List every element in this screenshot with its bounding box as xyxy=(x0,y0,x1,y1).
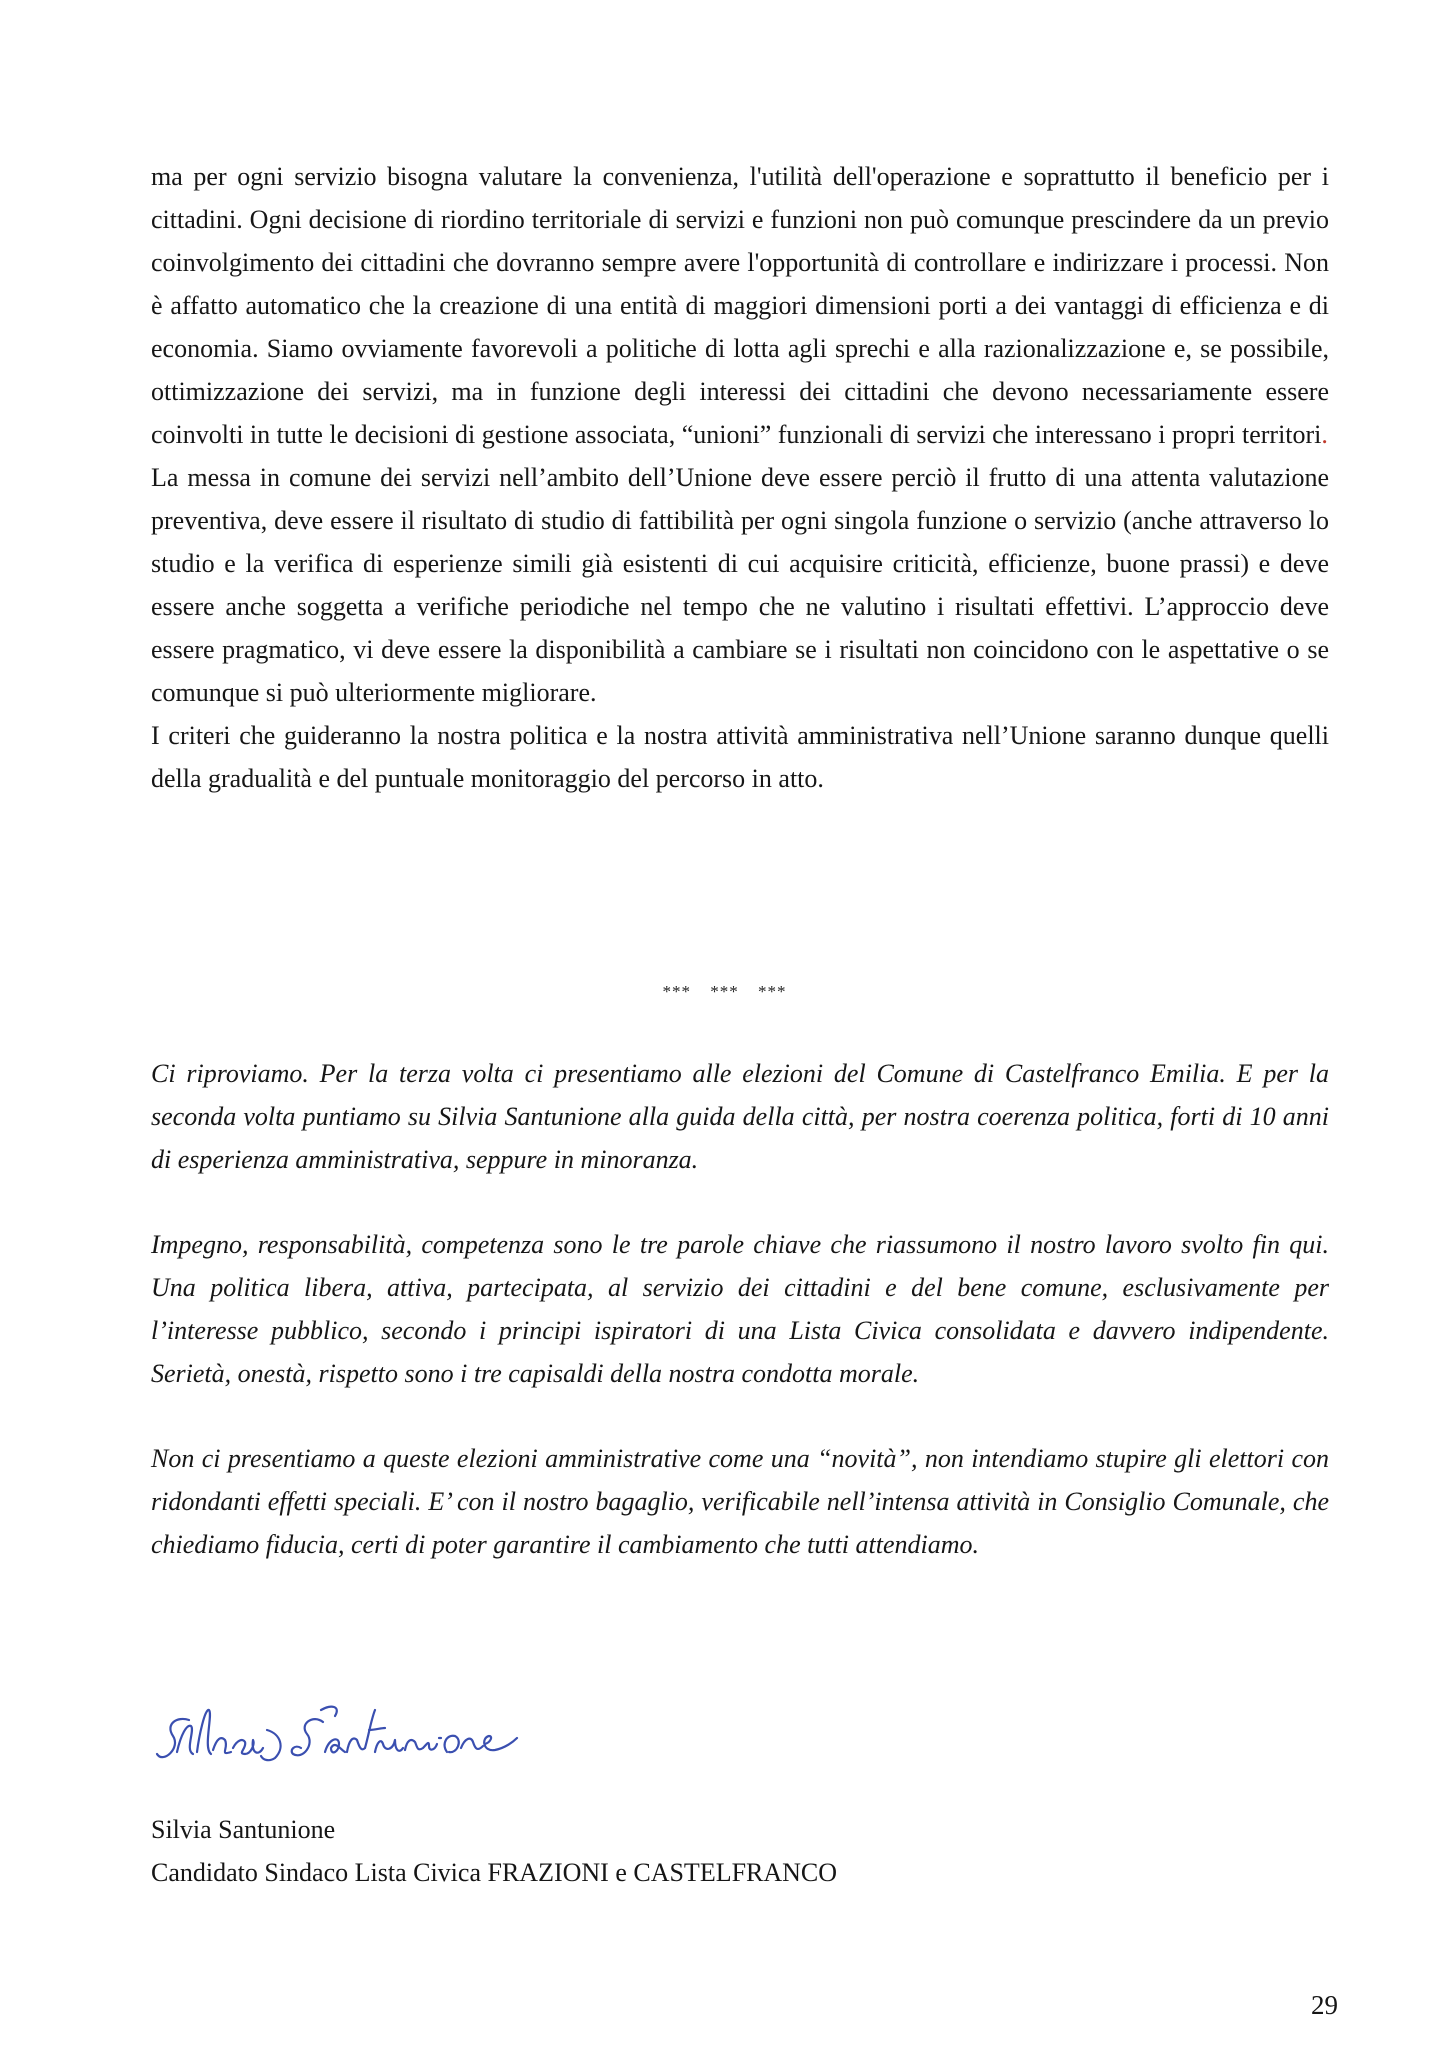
closing-block xyxy=(151,1808,837,1894)
paragraph-1-end-dot: . xyxy=(1321,420,1328,449)
section-separator xyxy=(0,982,1449,1002)
signer-role: Candidato Sindaco Lista Civica FRAZIONI e CASTELFRANCO xyxy=(151,1858,838,1887)
italic-paragraph-2: Impegno, responsabilità, competenza sono le tre parole chiave che riassumono il nostro lavoro svolto fin qui. Una politica libera, attiva, partecipata, al servizio dei cittadini e del bene comune, esclusivamente per l’interesse pubblico, secondo i principi ispiratori di una Lista Civica consolidata e davvero indipendente. Serietà, onestà, rispetto sono i tre capisaldi della nostra condotta morale. xyxy=(151,1230,1329,1388)
section-plain-text xyxy=(151,155,1329,800)
separator-mark: *** xyxy=(662,982,691,1001)
section-italic-text xyxy=(151,1052,1329,1566)
handwritten-signature xyxy=(155,1690,595,1800)
paragraph-1 xyxy=(151,155,1329,456)
paragraph-3: I criteri che guideranno la nostra politica e la nostra attività amministrativa nell’Unione saranno dunque quelli della gradualità e del puntuale monitoraggio del percorso in atto. xyxy=(151,721,1329,793)
paragraph-1-text: ma per ogni servizio bisogna valutare la convenienza, l'utilità dell'operazione e soprattutto il beneficio per i cittadini. Ogni decisione di riordino territoriale di servizi e funzioni non può comunque prescindere da un previo coinvolgimento dei cittadini che dovranno sempre avere l'opportunità di controllare e indirizzare i processi. Non è affatto automatico che la creazione di una entità di maggiori dimensioni porti a dei vantaggi di efficienza e di economia. Siamo ovviamente favorevoli a politiche di lotta agli sprechi e alla razionalizzazione e, se possibile, ottimizzazione dei servizi, ma in funzione degli interessi dei cittadini che devono necessariamente essere coinvolti in tutte le decisioni di gestione associata, “unioni” funzionali di servizi che interessano i propri territori xyxy=(151,162,1329,449)
separator-mark: *** xyxy=(710,982,739,1001)
paragraph-2: La messa in comune dei servizi nell’ambito dell’Unione deve essere perciò il frutto di una attenta valutazione preventiva, deve essere il risultato di studio di fattibilità per ogni singola funzione o servizio (anche attraverso lo studio e la verifica di esperienze simili già esistenti di cui acquisire criticità, efficienze, buone prassi) e deve essere anche soggetta a verifiche periodiche nel tempo che ne valutino i risultati effettivi. L’approccio deve essere pragmatico, vi deve essere la disponibilità a cambiare se i risultati non coincidono con le aspettative o se comunque si può ulteriormente migliorare. xyxy=(151,463,1329,707)
italic-paragraph-1: Ci riproviamo. Per la terza volta ci presentiamo alle elezioni del Comune di Castelfranco Emilia. E per la seconda volta puntiamo su Silvia Santunione alla guida della città, per nostra coerenza politica, forti di 10 anni di esperienza amministrativa, seppure in minoranza. xyxy=(151,1059,1329,1174)
italic-paragraph-3: Non ci presentiamo a queste elezioni amministrative come una “novità”, non intendiamo stupire gli elettori con ridondanti effetti speciali. E’ con il nostro bagaglio, verificabile nell’intensa attività in Consiglio Comunale, che chiediamo fiducia, certi di poter garantire il cambiamento che tutti attendiamo. xyxy=(151,1444,1329,1559)
signer-name: Silvia Santunione xyxy=(151,1815,336,1844)
page-number: 29 xyxy=(1311,1990,1338,2020)
separator-mark: *** xyxy=(758,982,787,1001)
